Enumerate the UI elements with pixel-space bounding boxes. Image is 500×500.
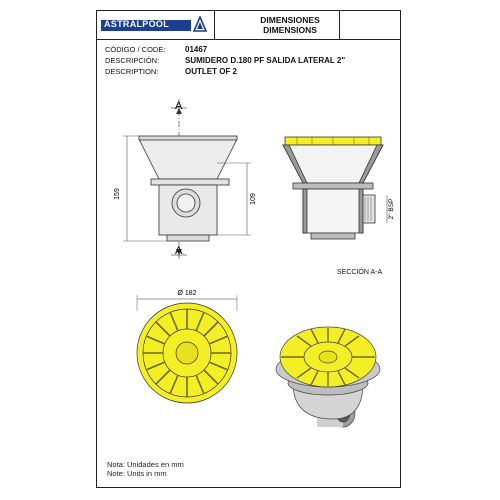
dim-height-body: 109 [250, 193, 257, 205]
dim-diameter: Ø 182 [177, 290, 197, 297]
section-marker-top: A [175, 100, 183, 112]
description-en-label: DESCRIPTION: [105, 67, 159, 76]
section-marker-bottom: A [175, 245, 183, 257]
thread-label: 2" BSP [388, 198, 395, 220]
isometric-view [276, 327, 380, 427]
description-es-label: DESCRIPCIÓN: [105, 56, 160, 65]
drawing-sheet [96, 10, 401, 488]
technical-drawing [97, 11, 400, 487]
top-view [137, 295, 237, 403]
section-caption: SECCIÓN A-A [337, 269, 383, 276]
code-label: CÓDIGO / CODE: [105, 45, 166, 54]
front-view [123, 99, 251, 259]
description-es-value: SUMIDERO D.180 PF SALIDA LATERAL 2" [185, 56, 346, 65]
brand-name: ASTRALPOOL [104, 19, 169, 29]
description-en-value: OUTLET OF 2 [185, 67, 237, 76]
code-value: 01467 [185, 45, 208, 54]
note-units-en: Note: Units in mm [107, 469, 167, 478]
note-units-es: Nota: Unidades en mm [107, 460, 184, 469]
section-view [283, 137, 387, 239]
dim-height-total: 159 [114, 188, 121, 200]
title-dimensions-es: DIMENSIONES [260, 15, 320, 25]
title-dimensions-en: DIMENSIONS [263, 25, 317, 35]
